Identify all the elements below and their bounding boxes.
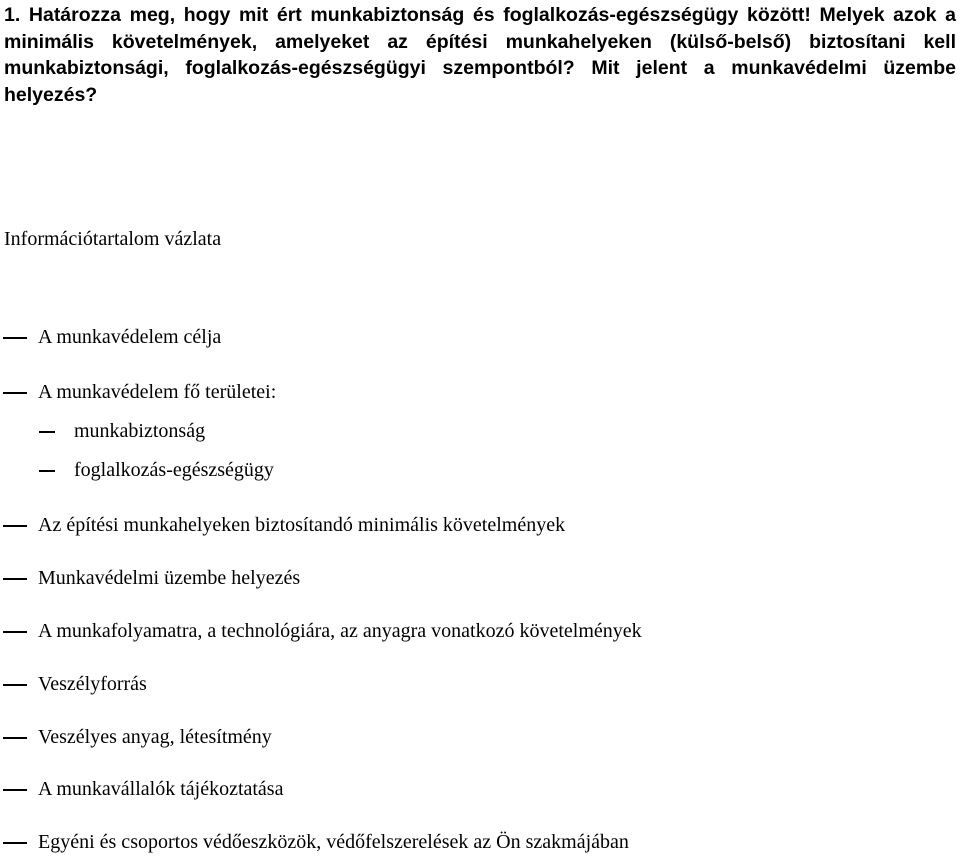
outline-item [0, 829, 960, 855]
dash-bullet-icon [3, 737, 27, 739]
dash-bullet-icon [3, 578, 27, 580]
outline-item-label: Egyéni és csoportos védőeszközök, védőfelszerelések az Ön szakmájában [38, 831, 629, 853]
outline-item [0, 324, 960, 350]
outline-item [0, 512, 960, 538]
dash-bullet-icon [3, 392, 27, 394]
outline-subitem-label: munkabiztonság [74, 420, 206, 442]
outline-item-label: A munkavédelem célja [38, 326, 222, 348]
outline-item-label: A munkafolyamatra, a technológiára, az anyagra vonatkozó követelmények [38, 620, 642, 642]
outline-item [0, 776, 960, 802]
outline-item [0, 618, 960, 644]
outline-heading: Információtartalom vázlata [4, 228, 222, 250]
outline-item-label: Az építési munkahelyeken biztosítandó minimális követelmények [38, 514, 566, 536]
question-text: 1. Határozza meg, hogy mit ért munkabiztonság és foglalkozás-egészségügy között! Melyek azok a minimális követelmények, amelyeket az építési munkahelyeken (külső-belső) biztosítani kell munkabiztonsági, foglalkozás-egészségügyi szempontból? Mit jelent a munkavédelmi üzembe helyezés? [4, 4, 956, 106]
outline-item-label: Veszélyes anyag, létesítmény [38, 726, 272, 748]
outline-item-label: A munkavállalók tájékoztatása [38, 778, 284, 800]
outline-item [0, 379, 960, 405]
dash-bullet-icon [3, 631, 27, 633]
outline-item-label: Munkavédelmi üzembe helyezés [38, 567, 301, 589]
dash-bullet-icon [39, 470, 55, 472]
dash-bullet-icon [3, 525, 27, 527]
outline-subitem [0, 457, 960, 483]
dash-bullet-icon [3, 337, 27, 339]
dash-bullet-icon [3, 684, 27, 686]
outline-item [0, 565, 960, 591]
outline-subitem [0, 418, 960, 444]
outline-item [0, 724, 960, 750]
dash-bullet-icon [39, 431, 55, 433]
dash-bullet-icon [3, 842, 27, 844]
dash-bullet-icon [3, 789, 27, 791]
outline-item-label: A munkavédelem fő területei: [38, 381, 277, 403]
outline-subitem-label: foglalkozás-egészségügy [74, 459, 274, 481]
outline-item [0, 671, 960, 697]
outline-item-label: Veszélyforrás [38, 673, 147, 695]
